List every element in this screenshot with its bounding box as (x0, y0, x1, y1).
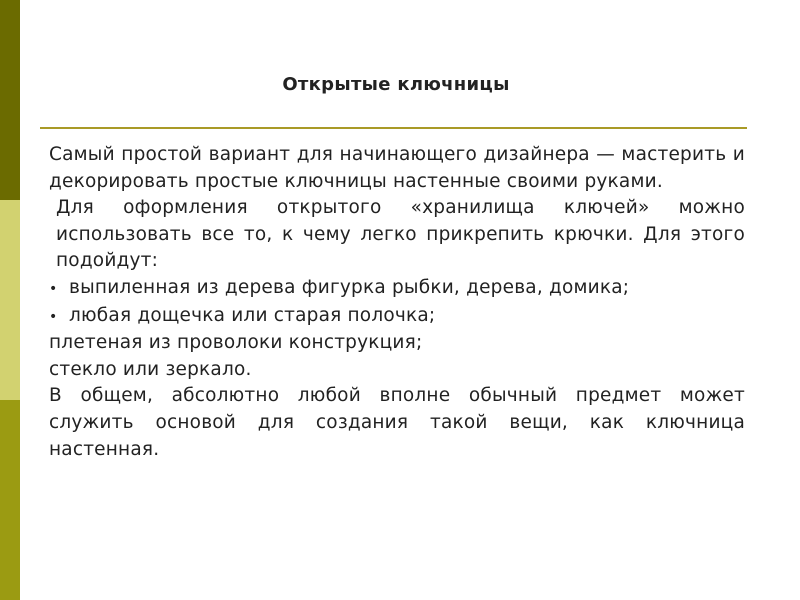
slide-title: Открытые ключницы (282, 74, 510, 95)
paragraph-conclusion: В общем, абсолютно любой вполне обычный предмет может служить основой для создания такой вещи, как ключница настенная. (49, 385, 745, 460)
decorative-stripe-bottom (0, 400, 20, 600)
paragraph-materials: Для оформления открытого «хранилища ключей» можно использовать все то, к чему легко прикрепить крючки. Для этого подойдут: (56, 197, 745, 272)
list-item-text: любая дощечка или старая полочка; (69, 304, 436, 326)
decorative-stripe-top (0, 0, 20, 200)
list-item (49, 303, 745, 331)
bullet-icon: • (49, 280, 58, 297)
paragraph-intro: Самый простой вариант для начинающего дизайнера — мастерить и декорировать простые ключницы настенные своими руками. (49, 144, 745, 192)
bullet-icon: • (49, 308, 58, 325)
list-item (49, 275, 745, 303)
decorative-stripe-middle (0, 200, 20, 400)
list-line: плетеная из проволоки конструкция; (49, 332, 423, 354)
slide-body (49, 142, 745, 463)
list-line: стекло или зеркало. (49, 358, 252, 380)
list-item-text: выпиленная из дерева фигурка рыбки, дерева, домика; (69, 276, 630, 298)
title-divider (40, 127, 747, 129)
